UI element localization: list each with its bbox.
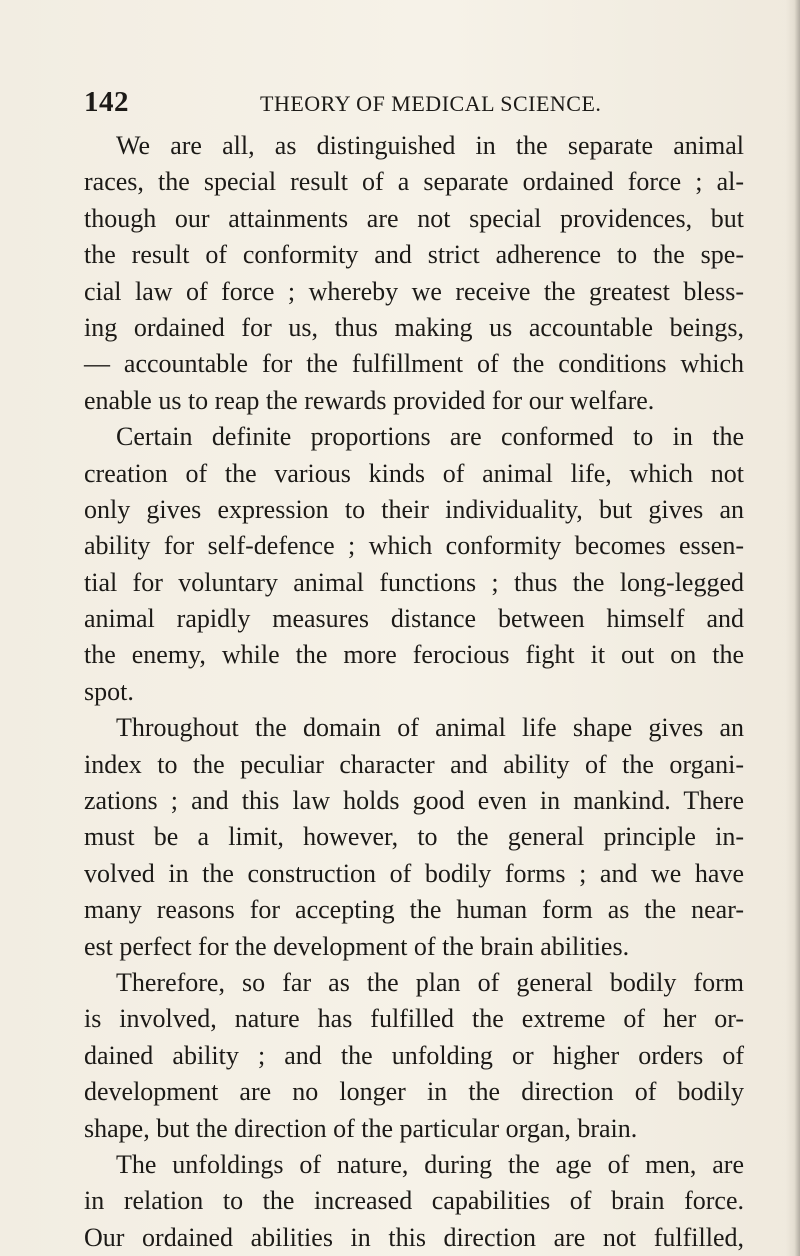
text-line: Our ordained abilities in this direction are not fulfilled, (84, 1222, 744, 1252)
text-line: in relation to the increased capabilities of brain force. (84, 1186, 744, 1216)
text-line: the result of conformity and strict adherence to the spe- (84, 240, 744, 270)
text-line: though our attainments are not special providences, but (84, 203, 744, 233)
running-head: THEORY OF MEDICAL SCIENCE. (260, 91, 602, 116)
text-line: only gives expression to their individuality, but gives an (84, 494, 744, 524)
page-edge-shadow (786, 0, 800, 1256)
text-line: the enemy, while the more ferocious fight it out on the (84, 640, 744, 670)
text-line: ing ordained for us, thus making us accountable beings, (84, 312, 744, 342)
text-line: index to the peculiar character and ability of the organi- (84, 749, 744, 779)
text-line: cial law of force ; whereby we receive the greatest bless- (84, 276, 744, 306)
text-line: enable us to reap the rewards provided for our welfare. (84, 385, 655, 415)
body-text (84, 128, 744, 1256)
text-line: ability for self-defence ; which conformity becomes essen- (84, 531, 744, 561)
text-line: Throughout the domain of animal life shape gives an (116, 713, 744, 743)
text-line: shape, but the direction of the particular organ, brain. (84, 1113, 638, 1143)
text-line: spot. (84, 676, 134, 706)
page-header (84, 86, 744, 118)
text-line: animal rapidly measures distance between himself and (84, 604, 744, 634)
text-line: tial for voluntary animal functions ; thus the long-legged (84, 567, 744, 597)
text-line: — accountable for the fulfillment of the conditions which (84, 349, 744, 379)
text-line: The unfoldings of nature, during the age of men, are (116, 1149, 744, 1179)
text-line: Certain definite proportions are conformed to in the (116, 422, 744, 452)
text-line: Therefore, so far as the plan of general bodily form (116, 967, 744, 997)
text-line: is involved, nature has fulfilled the extreme of her or- (84, 1004, 744, 1034)
text-line: dained ability ; and the unfolding or higher orders of (84, 1040, 744, 1070)
text-line: zations ; and this law holds good even in mankind. There (84, 786, 744, 816)
text-line: development are no longer in the direction of bodily (84, 1077, 744, 1107)
text-line: must be a limit, however, to the general principle in- (84, 822, 744, 852)
text-line: many reasons for accepting the human form as the near- (84, 895, 744, 925)
page-number: 142 (84, 86, 129, 118)
text-line: We are all, as distinguished in the separate animal (116, 131, 744, 160)
text-line: est perfect for the development of the brain abilities. (84, 931, 630, 961)
text-line: volved in the construction of bodily forms ; and we have (84, 858, 744, 888)
text-line: creation of the various kinds of animal life, which not (84, 458, 744, 488)
text-line: races, the special result of a separate ordained force ; al- (84, 167, 744, 197)
